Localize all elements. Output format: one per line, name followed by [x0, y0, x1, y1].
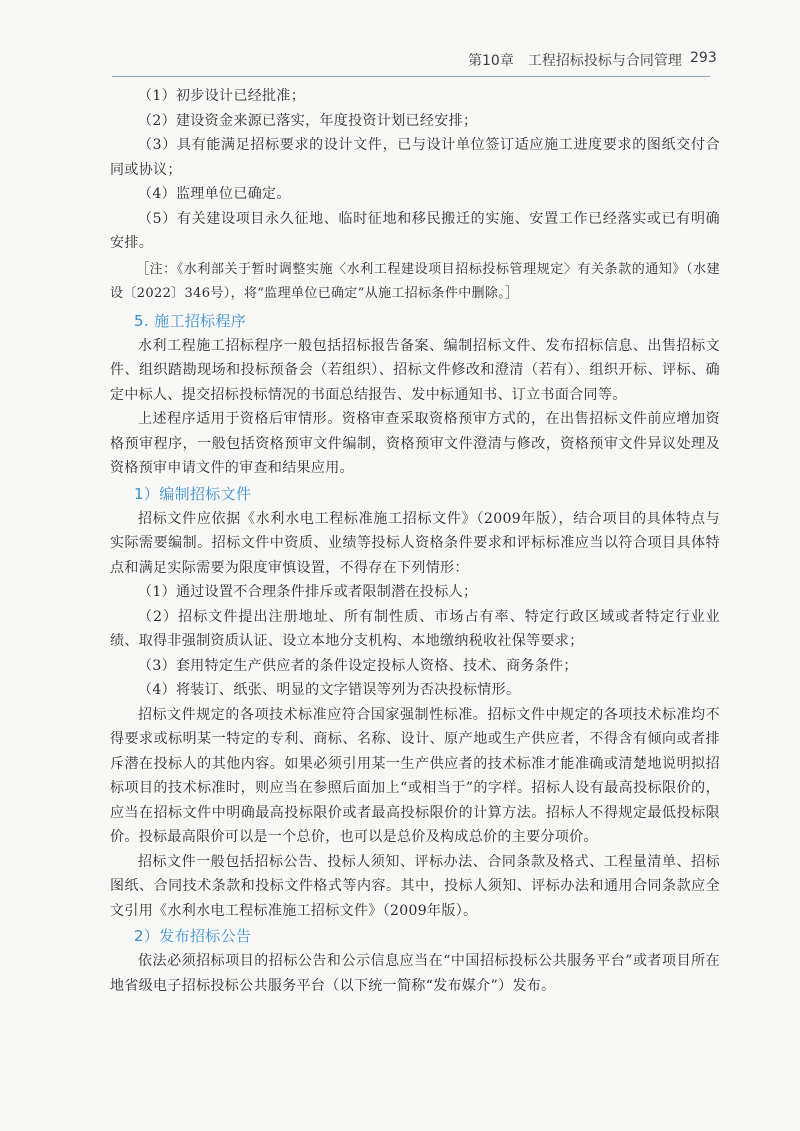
list-item: （3）套用特定生产供应者的条件设定投标人资格、技术、商务条件；	[138, 657, 578, 674]
condition-item: （4）监理单位已确定。	[138, 186, 291, 202]
body-paragraph: 上述程序适用于资格后审情形。资格审查采取资格预审方式的，在出售招标文件前应增加资格预审程序，一般包括资格预审文件编制，资格预审文件澄清与修改，资格预审文件异议处理及资格预审申请文件的审查和结果应用。	[110, 411, 720, 476]
body-paragraph: 招标文件应依据《水利水电工程标准施工招标文件》（2009年版），结合项目的具体特点与实际需要编制。招标文件中资质、业绩等投标人资格条件要求和评标标准应当以符合项目具体特点和满足实际需要为限度审慎设置，不得存在下列情形：	[110, 510, 720, 576]
chapter-title: 第10章 工程招标投标与合同管理	[468, 53, 682, 69]
page-header	[0, 0, 800, 80]
body-paragraph: 依法必须招标项目的招标公告和公示信息应当在“中国招标投标公共服务平台”或者项目所在地省级电子招标投标公共服务平台（以下统一简称“发布媒介”）发布。	[110, 953, 720, 994]
header-divider	[112, 76, 710, 77]
body-paragraph: 招标文件一般包括招标公告、投标人须知、评标办法、合同条款及格式、工程量清单、招标图纸、合同技术条款和投标文件格式等内容。其中，投标人须知、评标办法和通用合同条款应全文引用《水利水电工程标准施工招标文件》（2009年版）。	[110, 853, 720, 919]
condition-item: （5）有关建设项目永久征地、临时征地和移民搬迁的实施、安置工作已经落实或已有明确安排。	[110, 210, 720, 251]
subsection-heading: 2）发布招标公告	[134, 927, 252, 945]
condition-item: （3）具有能满足招标要求的设计文件，已与设计单位签订适应施工进度要求的图纸交付合同或协议；	[110, 137, 720, 178]
note-paragraph: ［注：《水利部关于暂时调整实施〈水利工程建设项目招标投标管理规定〉有关条款的通知》（水建设〔2022〕346号），将“监理单位已确定”从施工招标条件中删除。］	[110, 261, 720, 301]
body-paragraph: 水利工程施工招标程序一般包括招标报告备案、编制招标文件、发布招标信息、出售招标文件、组织踏勘现场和投标预备会（若组织）、招标文件修改和澄清（若有）、组织开标、评标、确定中标人、提交招标投标情况的书面总结报告、发中标通知书、订立书面合同等。	[110, 337, 720, 403]
list-item: （1）通过设置不合理条件排斥或者限制潜在投标人；	[138, 584, 478, 600]
condition-item: （2）建设资金来源已落实，年度投资计划已经安排；	[138, 112, 478, 129]
subsection-heading: 1）编制招标文件	[134, 484, 252, 503]
list-item: （2）招标文件提出注册地址、所有制性质、市场占有率、特定行政区域或者特定行业业绩、取得非强制资质认证、设立本地分支机构、本地缴纳税收社保等要求；	[110, 608, 720, 649]
page-number: 293	[690, 50, 717, 66]
page-body	[110, 84, 720, 998]
list-item: （4）将装订、纸张、明显的文字错误等列为否决投标情形。	[138, 682, 521, 698]
section-heading: 5. 施工招标程序	[134, 311, 247, 330]
body-paragraph: 招标文件规定的各项技术标准应符合国家强制性标准。招标文件中规定的各项技术标准均不得要求或标明某一特定的专利、商标、名称、设计、原产地或生产供应者，不得含有倾向或者排斥潜在投标人的其他内容。如果必须引用某一生产供应者的技术标准才能准确或清楚地说明拟招标项目的技术标准时，则应当在参照后面加上“或相当于”的字样。招标人设有最高投标限价的，应当在招标文件中明确最高投标限价或者最高投标限价的计算方法。招标人不得规定最低投标限价。投标最高限价可以是一个总价，也可以是总价及构成总价的主要分项价。	[110, 706, 720, 845]
condition-item: （1）初步设计已经批准；	[138, 88, 306, 104]
